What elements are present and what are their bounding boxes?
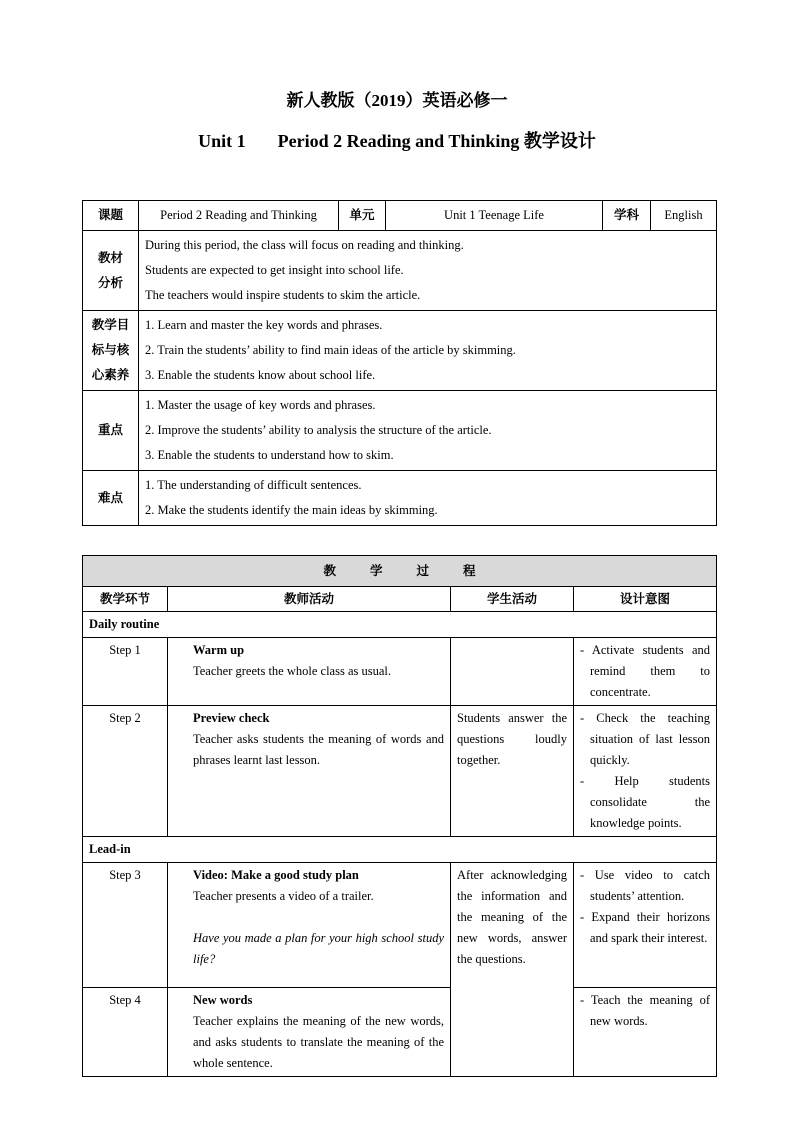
label-difficult-points: 难点	[83, 471, 139, 526]
process-table	[82, 555, 717, 1077]
process-band	[83, 556, 717, 587]
info-row-goals	[83, 311, 717, 391]
material-label-line: 分析	[97, 275, 123, 290]
subject-value: English	[651, 201, 717, 231]
label-topic: 课题	[83, 201, 139, 231]
step-label: Step 2	[83, 706, 168, 837]
activity-title: Warm up	[193, 643, 245, 657]
design-intent	[574, 706, 717, 837]
intent-item: - Check the teaching situation of last lesson quickly.	[580, 711, 710, 767]
goals-line: 1. Learn and master the key words and phrases.	[145, 318, 383, 332]
column-header-row	[83, 587, 717, 612]
subtitle-unit: Unit 1	[198, 131, 246, 151]
teacher-activity	[168, 706, 451, 837]
step-row	[83, 863, 717, 988]
material-line: Students are expected to get insight into school life.	[145, 263, 404, 277]
col-header-student: 学生活动	[451, 587, 574, 612]
design-intent	[574, 638, 717, 706]
section-row	[83, 837, 717, 863]
intent-item: - Use video to catch students’ attention.	[580, 868, 710, 903]
intent-item: - Expand their horizons and spark their interest.	[580, 910, 710, 945]
intent-item: - Help students consolidate the knowledge points.	[580, 774, 710, 830]
info-table	[82, 200, 717, 526]
info-row-key	[83, 391, 717, 471]
band-char: 教	[323, 563, 336, 578]
label-subject: 学科	[603, 201, 651, 231]
info-row-material	[83, 231, 717, 311]
spacer	[193, 907, 444, 928]
goals-line: 2. Train the students’ ability to find main ideas of the article by skimming.	[145, 343, 516, 357]
goals-label-line: 心素养	[91, 368, 130, 382]
band-char: 程	[463, 563, 476, 578]
student-activity: After acknowledging the information and the meaning of the new words, answer the questions.	[451, 863, 574, 1077]
document-subtitle	[0, 127, 794, 153]
section-daily-routine: Daily routine	[83, 612, 717, 638]
difficult-line: 2. Make the students identify the main ideas by skimming.	[145, 503, 438, 517]
col-header-teacher: 教师活动	[168, 587, 451, 612]
activity-question: Have you made a plan for your high school study life?	[193, 931, 444, 966]
difficult-content	[139, 471, 717, 526]
section-lead-in: Lead-in	[83, 837, 717, 863]
step-row	[83, 706, 717, 837]
label-unit: 单元	[339, 201, 386, 231]
activity-text: Teacher greets the whole class as usual.	[193, 664, 392, 678]
step-label: Step 4	[83, 988, 168, 1077]
col-header-intent: 设计意图	[574, 587, 717, 612]
teacher-activity	[168, 638, 451, 706]
goals-line: 3. Enable the students know about school life.	[145, 368, 376, 382]
label-goals	[83, 311, 139, 391]
process-band-row	[83, 556, 717, 587]
step-label: Step 1	[83, 638, 168, 706]
key-line: 3. Enable the students to understand how to skim.	[145, 448, 394, 462]
material-label-line: 教材	[97, 250, 123, 265]
teacher-activity	[168, 988, 451, 1077]
band-char: 过	[416, 563, 430, 578]
material-line: During this period, the class will focus on reading and thinking.	[145, 238, 464, 252]
difficult-line: 1. The understanding of difficult sentences.	[145, 478, 362, 492]
step-row	[83, 638, 717, 706]
teacher-activity	[168, 863, 451, 988]
info-row-topic	[83, 201, 717, 231]
student-activity: Students answer the questions loudly together.	[451, 706, 574, 837]
activity-title: Video: Make a good study plan	[193, 868, 359, 882]
activity-title: Preview check	[193, 711, 270, 725]
student-activity	[451, 638, 574, 706]
key-line: 2. Improve the students’ ability to analysis the structure of the article.	[145, 423, 492, 437]
key-line: 1. Master the usage of key words and phrases.	[145, 398, 376, 412]
activity-text: Teacher asks students the meaning of words and phrases learnt last lesson.	[193, 732, 444, 767]
intent-item: - Activate students and remind them to concentrate.	[580, 643, 710, 699]
goals-label-line: 教学目	[91, 318, 130, 332]
step-row	[83, 988, 717, 1077]
info-row-difficult	[83, 471, 717, 526]
design-intent	[574, 863, 717, 988]
material-content	[139, 231, 717, 311]
label-key-points: 重点	[83, 391, 139, 471]
goals-label-line: 标与核	[91, 343, 130, 357]
activity-title: New words	[193, 993, 253, 1007]
label-material	[83, 231, 139, 311]
material-line: The teachers would inspire students to skim the article.	[145, 288, 421, 302]
unit-value: Unit 1 Teenage Life	[386, 201, 603, 231]
activity-text: Teacher explains the meaning of the new words, and asks students to translate the meaning of the whole sentence.	[193, 1014, 444, 1070]
goals-content	[139, 311, 717, 391]
col-header-stage: 教学环节	[83, 587, 168, 612]
design-intent	[574, 988, 717, 1077]
document-title: 新人教版（2019）英语必修一	[286, 91, 508, 110]
activity-text: Teacher presents a video of a trailer.	[193, 889, 374, 903]
step-label: Step 3	[83, 863, 168, 988]
topic-value: Period 2 Reading and Thinking	[139, 201, 339, 231]
section-row	[83, 612, 717, 638]
band-char: 学	[369, 563, 383, 578]
key-content	[139, 391, 717, 471]
intent-item: - Teach the meaning of new words.	[580, 993, 710, 1028]
subtitle-period: Period 2 Reading and Thinking 教学设计	[277, 131, 596, 151]
